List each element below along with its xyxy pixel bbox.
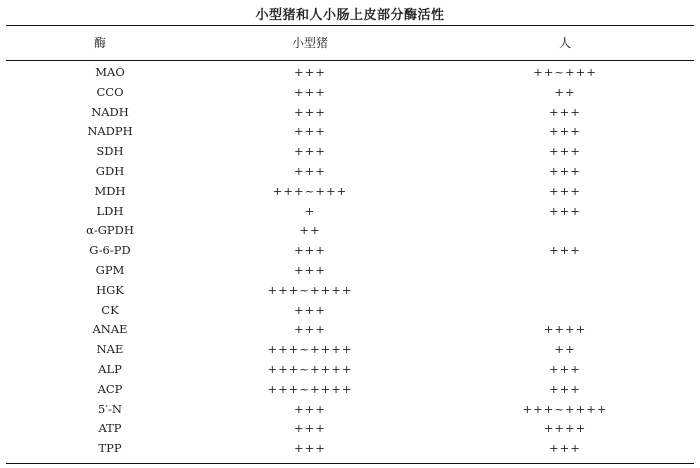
cell-enzyme: NADPH (87, 124, 133, 139)
cell-enzyme: HGK (96, 282, 124, 297)
cell-pig: +++~++++ (267, 361, 353, 376)
cell-enzyme: MDH (94, 183, 126, 198)
cell-pig: +++ (294, 441, 326, 456)
table-row (0, 419, 700, 439)
header-rule (6, 60, 694, 61)
cell-enzyme: SDH (96, 144, 124, 159)
table-row (0, 301, 700, 321)
cell-enzyme: G-6-PD (89, 243, 131, 258)
table-row (0, 380, 700, 400)
cell-enzyme: GPM (95, 262, 125, 277)
header-enzyme: 酶 (93, 36, 106, 50)
cell-pig: + (304, 203, 316, 218)
cell-enzyme: CCO (96, 84, 124, 99)
cell-pig: +++ (294, 104, 326, 119)
table-row (0, 320, 700, 340)
cell-human: +++ (549, 203, 581, 218)
cell-human: +++~++++ (522, 401, 608, 416)
table-row (0, 162, 700, 182)
table-row (0, 221, 700, 241)
table-row (0, 281, 700, 301)
cell-human: +++ (549, 124, 581, 139)
cell-pig: +++ (294, 65, 326, 79)
table-row (0, 83, 700, 103)
cell-human: +++ (549, 243, 581, 258)
cell-enzyme: MAO (95, 65, 125, 79)
cell-pig: +++~++++ (267, 381, 353, 396)
cell-pig: +++ (294, 401, 326, 416)
table-title: 小型猪和人小肠上皮部分酶活性 (255, 8, 445, 23)
table-row (0, 142, 700, 162)
table-row (0, 202, 700, 222)
cell-enzyme: 5′-N (98, 401, 122, 416)
cell-pig: +++ (294, 163, 326, 178)
cell-human: +++ (549, 381, 581, 396)
bottom-rule (6, 463, 694, 464)
cell-pig: +++ (294, 84, 326, 99)
cell-enzyme: CK (101, 302, 119, 317)
cell-pig: +++~++++ (267, 282, 353, 297)
cell-human: +++ (549, 183, 581, 198)
cell-enzyme: ACP (97, 381, 123, 396)
cell-enzyme: ANAE (92, 322, 128, 337)
cell-human: +++ (549, 144, 581, 159)
table-row (0, 400, 700, 420)
cell-pig: ++ (299, 223, 321, 238)
cell-enzyme: GDH (95, 163, 125, 178)
cell-human: +++ (549, 163, 581, 178)
cell-pig: +++ (294, 302, 326, 317)
cell-pig: +++~++++ (267, 342, 353, 357)
table-row (0, 182, 700, 202)
cell-enzyme: NADH (91, 104, 129, 119)
cell-pig: +++ (294, 124, 326, 139)
table-row (0, 439, 700, 459)
header-pig: 小型猪 (291, 36, 328, 50)
cell-human: ++ (554, 342, 576, 357)
table-row (0, 63, 700, 83)
table-row (0, 241, 700, 261)
table-row (0, 360, 700, 380)
cell-human: +++ (549, 104, 581, 119)
cell-enzyme: NAE (96, 342, 124, 357)
cell-enzyme: ALP (98, 361, 122, 376)
table-row (0, 261, 700, 281)
cell-enzyme: α-GPDH (86, 223, 134, 238)
top-rule (6, 25, 694, 26)
header-human: 人 (558, 36, 571, 50)
table-row (0, 103, 700, 123)
cell-pig: +++ (294, 262, 326, 277)
table-body (0, 63, 700, 459)
cell-human: +++ (549, 441, 581, 456)
cell-pig: +++~+++ (272, 183, 348, 198)
cell-human: ++~+++ (533, 65, 597, 79)
cell-human: ++ (554, 84, 576, 99)
table-row (0, 340, 700, 360)
table-header-row (0, 34, 700, 54)
cell-pig: +++ (294, 243, 326, 258)
table-row (0, 122, 700, 142)
cell-enzyme: TPP (98, 441, 122, 456)
cell-pig: +++ (294, 421, 326, 436)
cell-pig: +++ (294, 144, 326, 159)
cell-human: +++ (549, 361, 581, 376)
cell-human: ++++ (543, 322, 587, 337)
cell-enzyme: ATP (98, 421, 122, 436)
cell-pig: +++ (294, 322, 326, 337)
cell-enzyme: LDH (96, 203, 124, 218)
cell-human: ++++ (543, 421, 587, 436)
